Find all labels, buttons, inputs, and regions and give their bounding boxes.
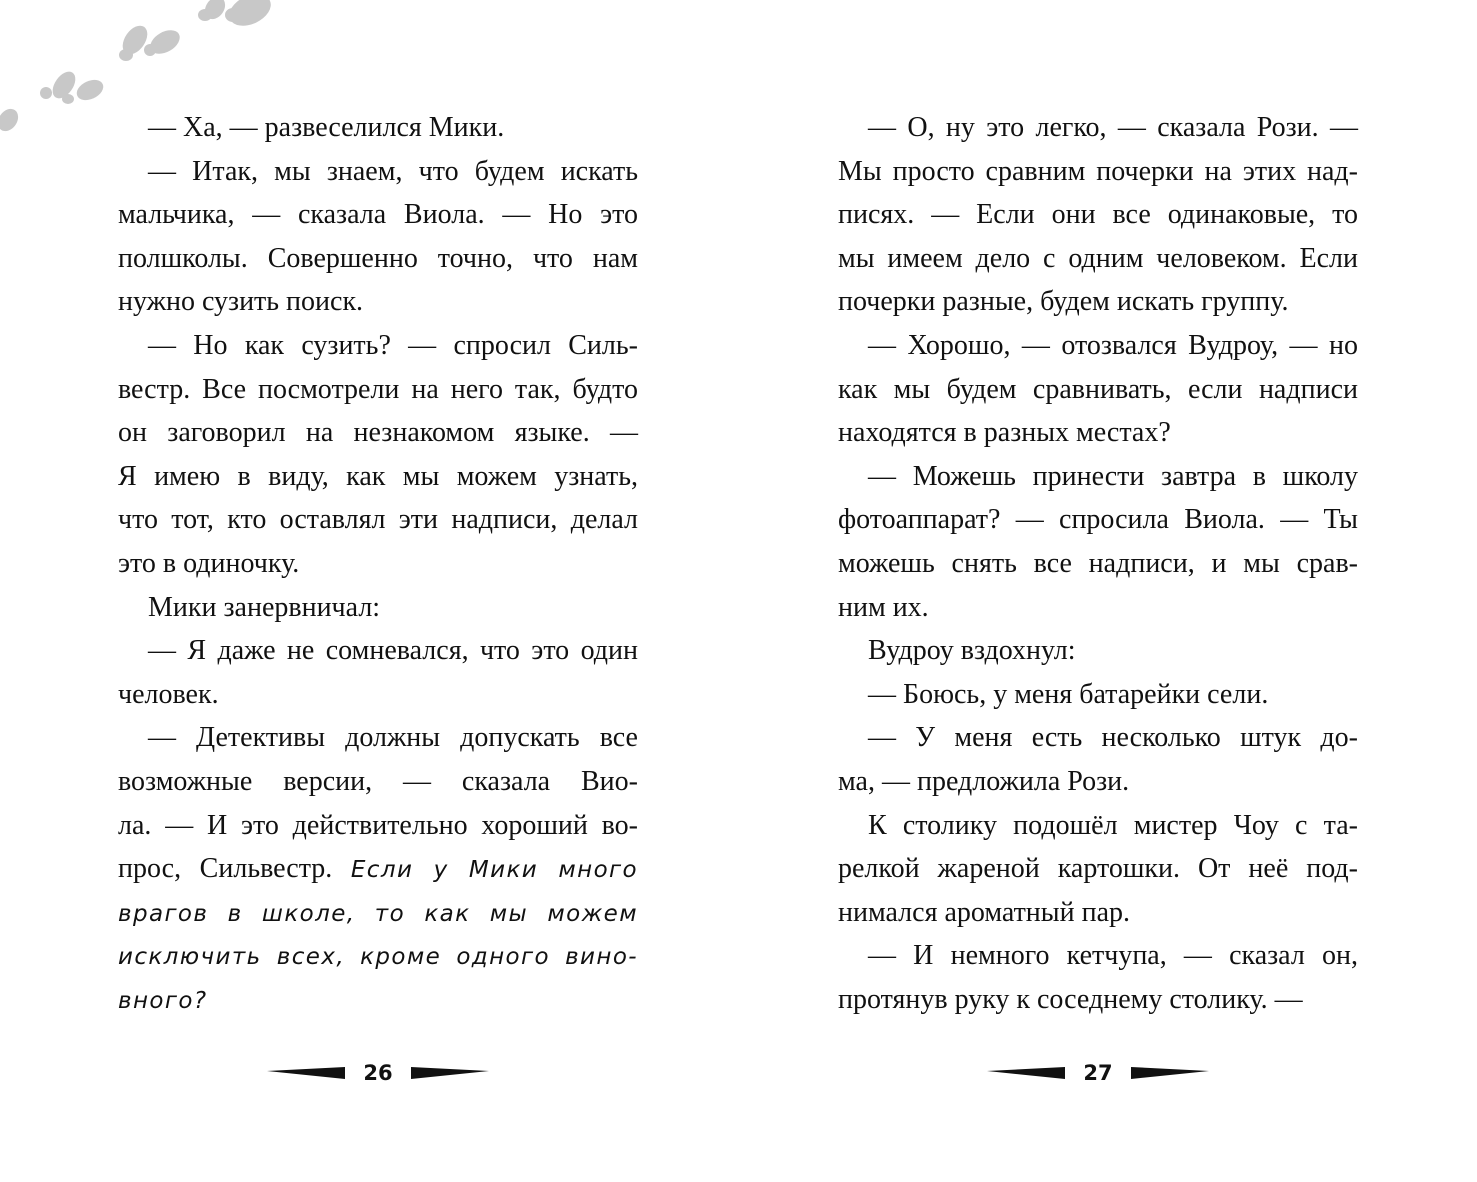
text-segment: Мы просто сравним почерки на этих над-: [838, 155, 1358, 187]
text-segment: как мы будем сравнивать, если надписи: [838, 373, 1358, 405]
text-segment: возможные версии, — сказала Вио-: [118, 765, 638, 797]
text-line: [118, 673, 638, 717]
text-line: [118, 716, 638, 760]
text-line: [118, 237, 638, 281]
text-segment: нужно сузить поиск.: [118, 286, 364, 318]
text-line: [118, 150, 638, 194]
text-line: [838, 193, 1358, 237]
text-line: [838, 629, 1358, 673]
text-line: [838, 368, 1358, 412]
text-line: [838, 106, 1358, 150]
italic-text: врагов в школе, то как мы можем: [118, 900, 638, 927]
text-line: [118, 847, 638, 891]
text-segment: это в одиночку.: [118, 547, 300, 579]
text-segment: протянув руку к соседнему столику. —: [838, 983, 1303, 1015]
text-segment: человек.: [118, 678, 219, 710]
text-line: [838, 498, 1358, 542]
text-line: [838, 411, 1358, 455]
text-segment: нимался ароматный пар.: [838, 896, 1131, 928]
page-number-text: 26: [363, 1061, 393, 1085]
page-27-text: [838, 106, 1358, 1021]
text-segment: — Боюсь, у меня батарейки сели.: [868, 678, 1269, 710]
text-segment: почерки разные, будем искать группу.: [838, 286, 1289, 318]
text-line: [118, 411, 638, 455]
right-ornament-icon: [411, 1067, 489, 1079]
text-segment: что тот, кто оставлял эти надписи, делал: [118, 504, 638, 536]
text-segment: — Можешь принести завтра в школу: [868, 460, 1358, 492]
text-line: [838, 237, 1358, 281]
text-segment: — Детективы должны допускать все: [148, 722, 638, 754]
text-line: [118, 804, 638, 848]
text-line: [838, 673, 1358, 717]
text-line: [118, 760, 638, 804]
text-line: [118, 280, 638, 324]
text-segment: — Хорошо, — отозвался Вудроу, — но: [868, 329, 1358, 361]
text-line: [838, 324, 1358, 368]
text-line: [118, 629, 638, 673]
page-26-text: [118, 106, 638, 1021]
text-segment: Мики занервничал:: [148, 591, 381, 623]
text-line: [118, 324, 638, 368]
text-line: [118, 542, 638, 586]
page-number-26: [258, 1056, 498, 1090]
text-line: [838, 280, 1358, 324]
text-line: [118, 193, 638, 237]
text-line: [118, 106, 638, 150]
text-segment: Я имею в виду, как мы можем узнать,: [118, 460, 638, 492]
text-segment: К столику подошёл мистер Чоу с та-: [868, 809, 1358, 841]
italic-text: Если у Мики много: [350, 857, 639, 884]
text-line: [118, 368, 638, 412]
text-segment: ма, — предложила Рози.: [838, 765, 1130, 797]
text-segment: находятся в разных местах?: [838, 417, 1171, 449]
text-segment: вестр. Все посмотрели на него так, будто: [118, 373, 638, 405]
page-number-27: [978, 1056, 1218, 1090]
text-line: [118, 934, 638, 978]
text-segment: — Итак, мы знаем, что будем искать: [148, 155, 638, 187]
text-segment: прос, Сильвестр.: [118, 853, 351, 885]
text-segment: писях. — Если они все одинаковые, то: [838, 199, 1358, 231]
text-segment: ла. — И это действительно хороший во-: [118, 809, 638, 841]
text-segment: он заговорил на незнакомом языке. —: [118, 417, 638, 449]
text-segment: ним их.: [838, 591, 929, 623]
text-segment: — И немного кетчупа, — сказал он,: [868, 940, 1358, 972]
text-line: [118, 586, 638, 630]
text-line: [838, 847, 1358, 891]
text-segment: мальчика, — сказала Виола. — Но это: [118, 199, 638, 231]
text-segment: — Ха, — развеселился Мики.: [148, 112, 505, 143]
text-line: [838, 934, 1358, 978]
italic-text: вного?: [118, 987, 208, 1014]
text-line: [838, 978, 1358, 1022]
text-line: [838, 150, 1358, 194]
text-line: [838, 804, 1358, 848]
text-line: [838, 455, 1358, 499]
italic-text: исключить всех, кроме одного вино-: [118, 944, 638, 971]
text-line: [838, 891, 1358, 935]
page-number-text: 27: [1083, 1061, 1113, 1085]
text-line: [118, 498, 638, 542]
text-segment: фотоаппарат? — спросила Виола. — Ты: [838, 504, 1358, 536]
text-segment: полшколы. Совершенно точно, что нам: [118, 242, 638, 274]
left-ornament-icon: [267, 1067, 345, 1079]
text-segment: можешь снять все надписи, и мы срав-: [838, 547, 1358, 579]
text-segment: мы имеем дело с одним человеком. Если: [838, 242, 1358, 274]
text-line: [838, 542, 1358, 586]
text-line: [118, 891, 638, 935]
text-segment: — Но как сузить? — спросил Силь-: [148, 329, 638, 361]
text-line: [838, 716, 1358, 760]
text-segment: Вудроу вздохнул:: [868, 635, 1076, 667]
right-ornament-icon: [1131, 1067, 1209, 1079]
text-line: [838, 586, 1358, 630]
text-segment: релкой жареной картошки. От неё под-: [838, 853, 1358, 885]
text-line: [118, 978, 638, 1022]
text-line: [118, 455, 638, 499]
left-ornament-icon: [987, 1067, 1065, 1079]
text-segment: — У меня есть несколько штук до-: [868, 722, 1358, 754]
text-segment: — Я даже не сомневался, что это один: [148, 635, 638, 667]
text-segment: — О, ну это легко, — сказала Рози. —: [868, 112, 1358, 143]
text-line: [838, 760, 1358, 804]
